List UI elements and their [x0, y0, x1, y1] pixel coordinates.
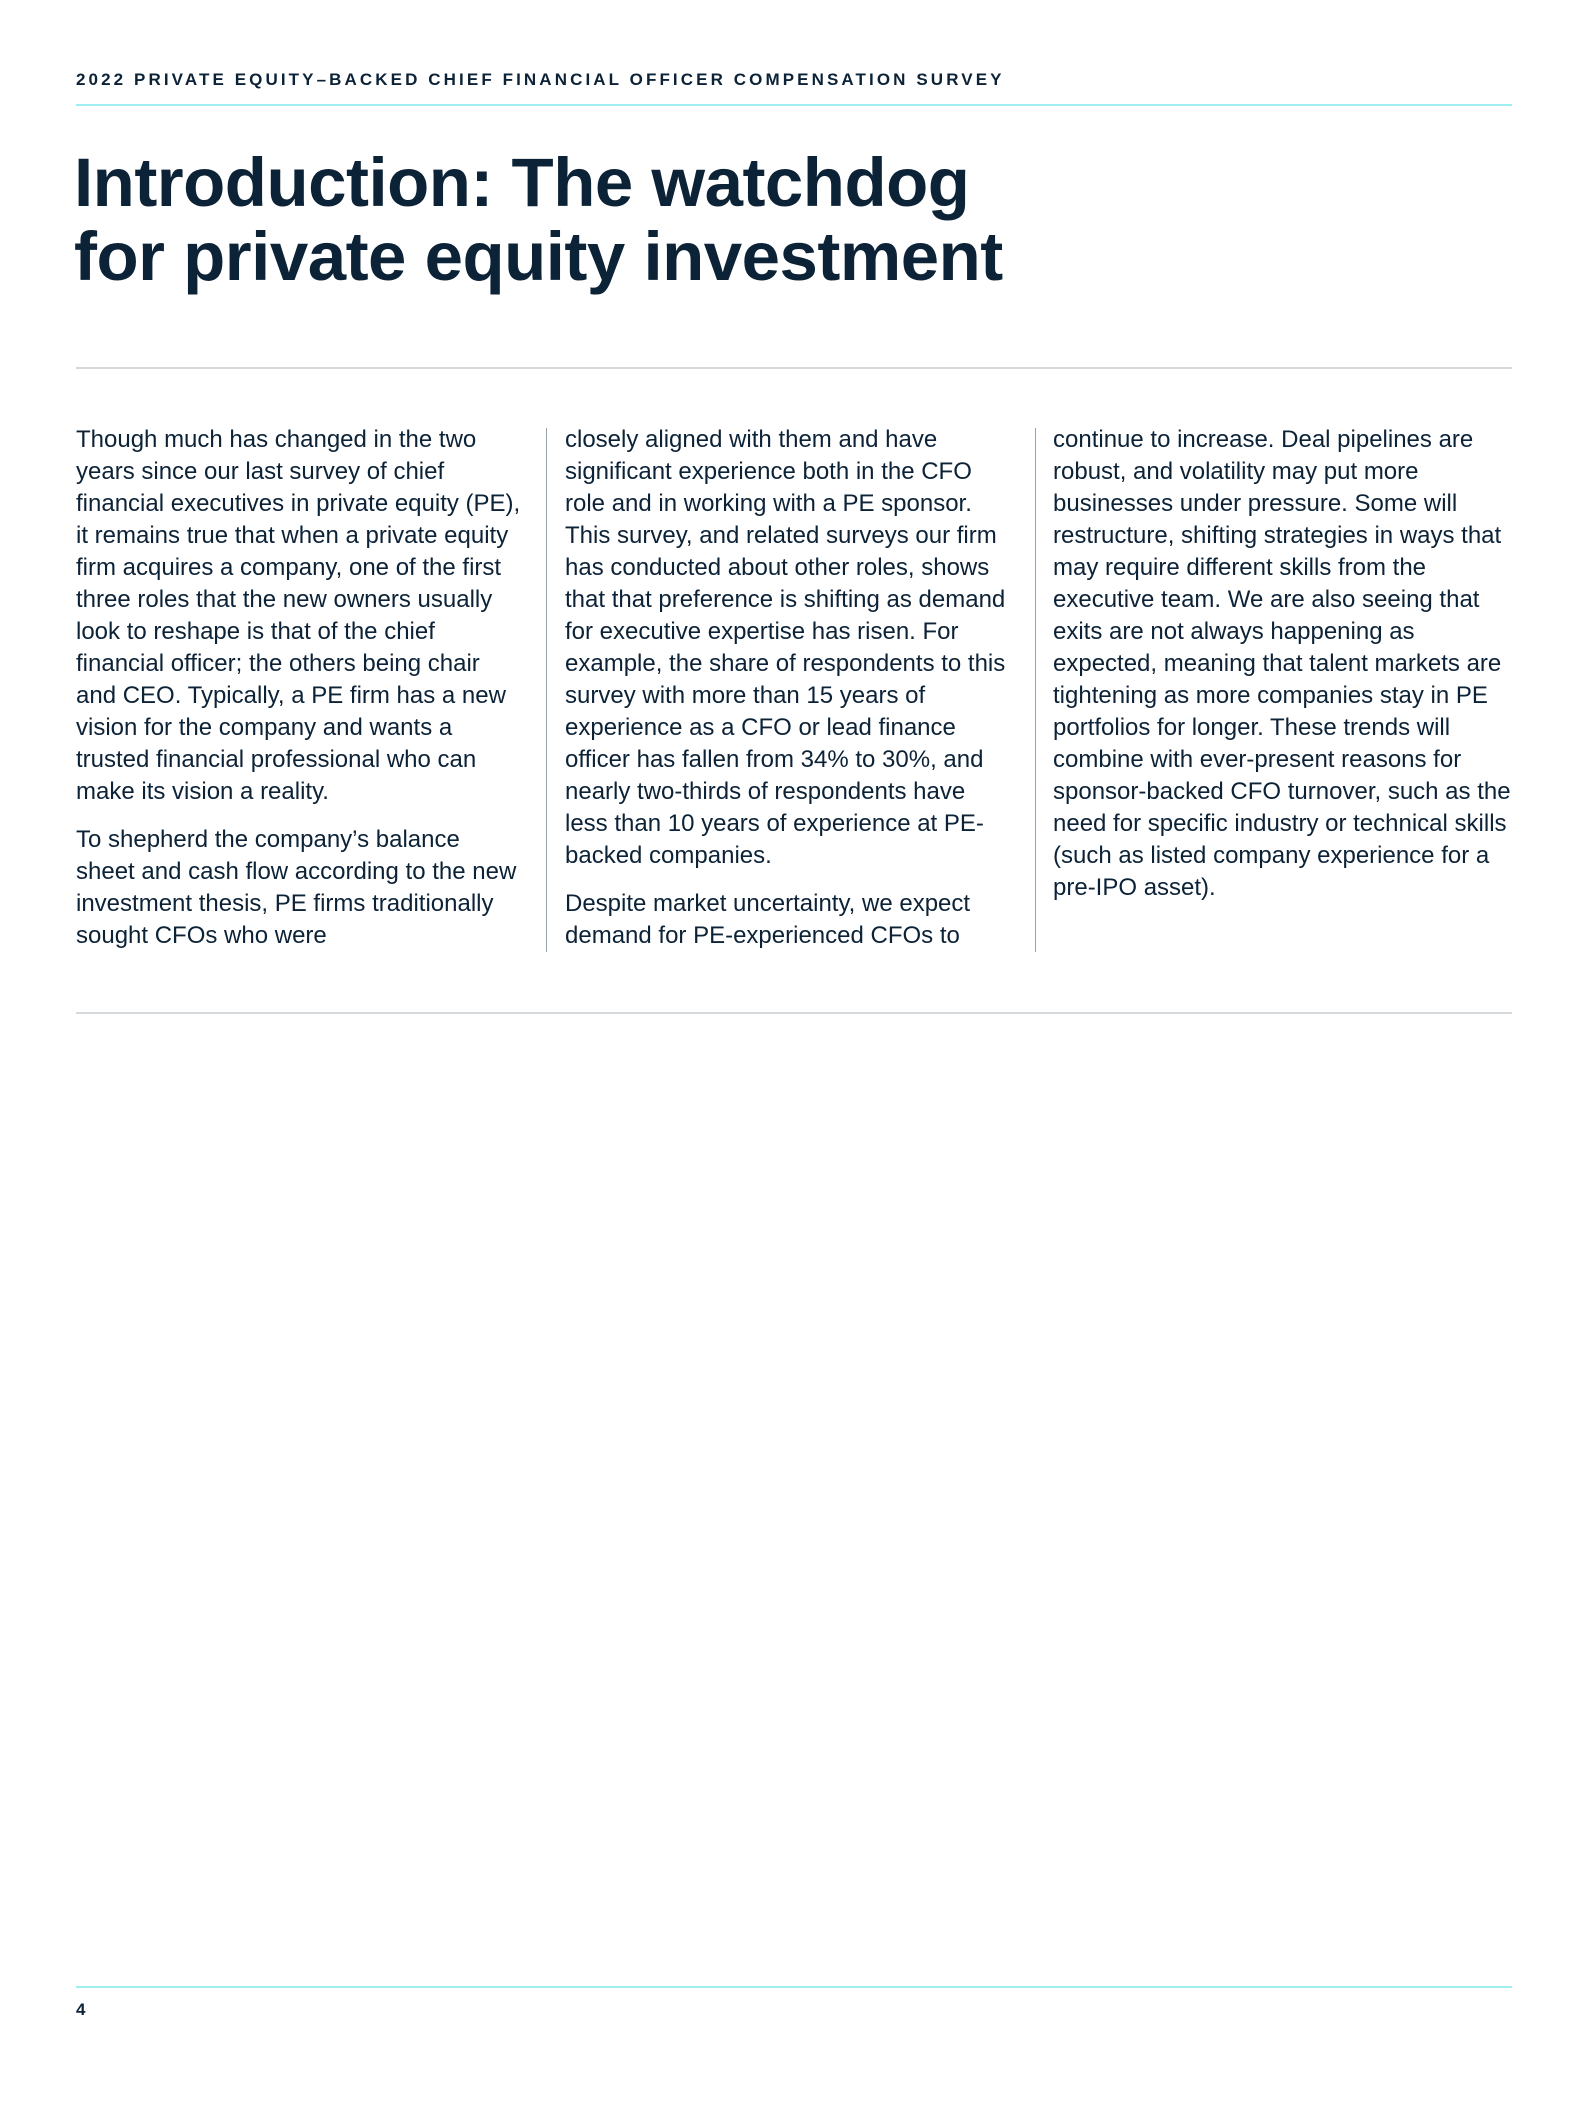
footer-rule	[76, 1986, 1512, 1988]
paragraph: To shepherd the company’s balance sheet and cash flow according to the new investment thesis, PE firms traditionally sought CFOs who were	[76, 826, 517, 949]
text-column-3	[1053, 424, 1513, 920]
body-bottom-divider	[76, 1012, 1512, 1014]
paragraph: Though much has changed in the two years since our last survey of chief financial executives in private equity (PE), it remains true that when a private equity firm acquires a company, one of the first three roles that the new owners usually look to reshape is that of the chief financial officer; the others being chair and CEO. Typically, a PE firm has a new vision for the company and wants a trusted financial professional who can make its vision a reality.	[76, 426, 521, 805]
header-rule	[76, 104, 1512, 106]
column-divider	[546, 428, 547, 952]
page-number: 4	[76, 2000, 86, 2019]
paragraph: continue to increase. Deal pipelines are robust, and volatility may put more businesses under pressure. Some will restructure, shifting strategies in ways that may require different skills from the executive team. We are also seeing that exits are not always happening as expected, meaning that talent markets are tightening as more companies stay in PE portfolios for longer. These trends will combine with ever-present reasons for sponsor-backed CFO turnover, such as the need for specific industry or technical skills (such as listed company experience for a pre-IPO asset).	[1053, 426, 1511, 901]
page-title-line-1: Introduction: The watchdog	[74, 144, 970, 221]
text-column-2	[565, 424, 1013, 968]
running-header: 2022 PRIVATE EQUITY–BACKED CHIEF FINANCIAL OFFICER COMPENSATION SURVEY	[76, 70, 1005, 89]
title-divider	[76, 367, 1512, 369]
text-column-1	[76, 424, 524, 968]
column-divider	[1035, 428, 1036, 952]
page-title	[74, 146, 1003, 294]
page-title-line-2: for private equity investment	[74, 218, 1003, 295]
paragraph: closely aligned with them and have significant experience both in the CFO role and in working with a PE sponsor. This survey, and related surveys our firm has conducted about other roles, shows that that preference is shifting as demand for executive expertise has risen. For example, the share of respondents to this survey with more than 15 years of experience as a CFO or lead finance officer has fallen from 34% to 30%, and nearly two-thirds of respondents have less than 10 years of experience at PE-backed companies.	[565, 426, 1006, 869]
paragraph: Despite market uncertainty, we expect demand for PE-experienced CFOs to	[565, 890, 971, 949]
